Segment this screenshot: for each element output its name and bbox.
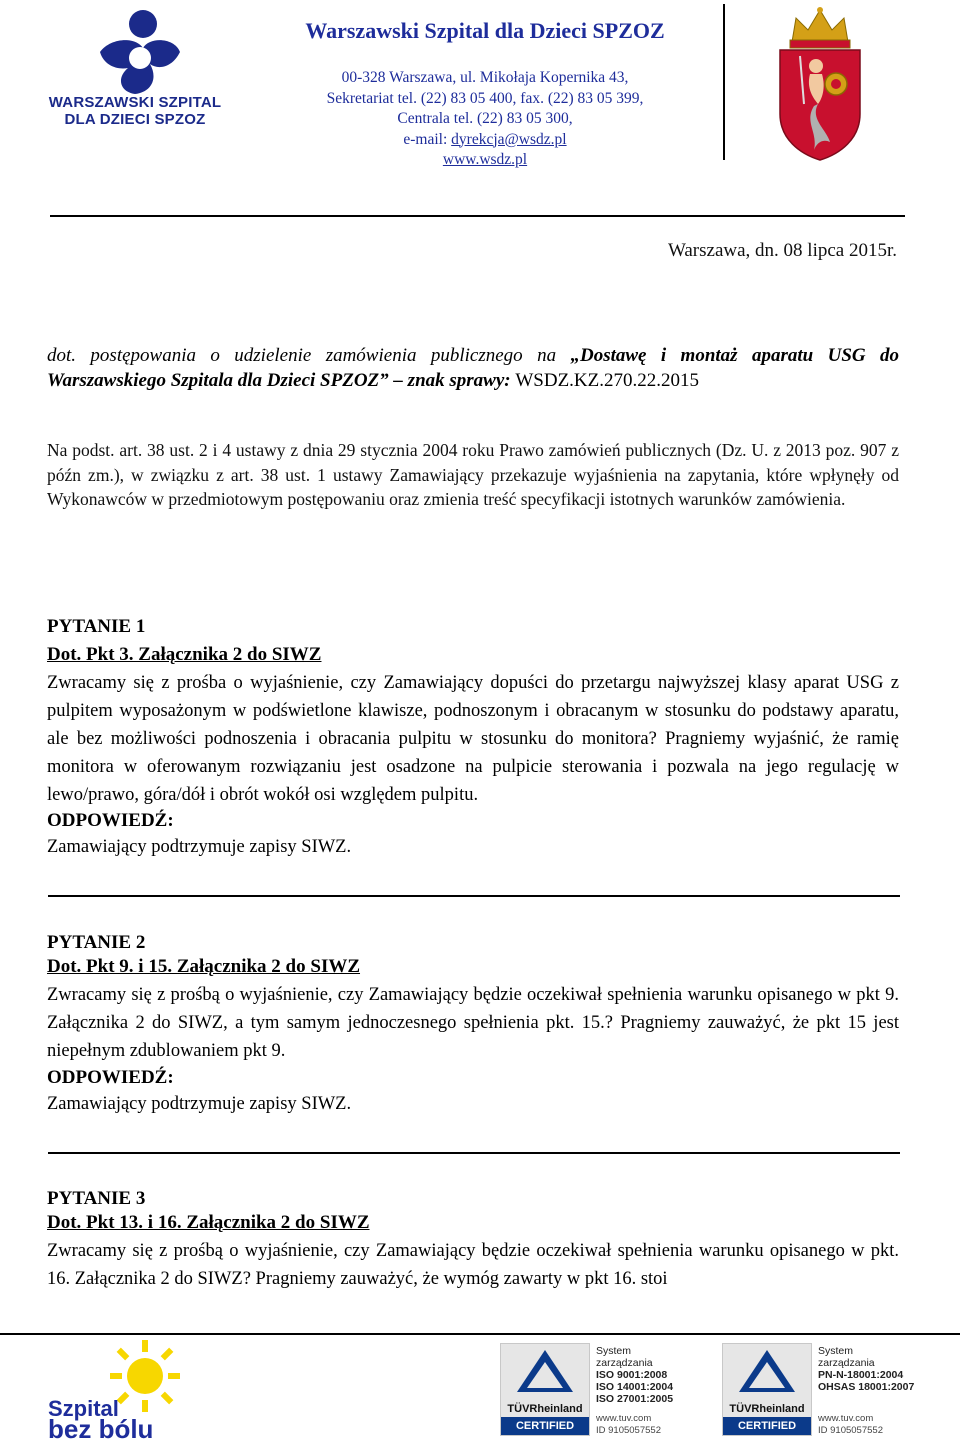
subject-case-label: – znak sprawy: — [388, 370, 516, 391]
szpital-bez-bolu-logo — [40, 1340, 210, 1444]
bez-bolu-line1: Szpital — [48, 1396, 119, 1421]
cert1-system: System — [596, 1345, 632, 1357]
subject-case-number: WSDZ.KZ.270.22.2015 — [515, 370, 700, 391]
tuv-certified-2: CERTIFIED — [723, 1417, 811, 1435]
question3-title: PYTANIE 3 — [47, 1188, 146, 1209]
hospital-logo — [40, 8, 230, 133]
tuv-certified-1: CERTIFIED — [501, 1417, 589, 1435]
cert1-id: ID 9105057552 — [596, 1425, 661, 1436]
website-link[interactable]: www.wsdz.pl — [442, 151, 528, 168]
logo-text-line1: WARSZAWSKI SZPITAL — [48, 94, 222, 111]
question2-title: PYTANIE 2 — [47, 932, 146, 953]
cert2-text — [818, 1345, 928, 1437]
tuv-badge-2 — [722, 1343, 812, 1436]
tuv-brand-2: TÜVRheinland — [729, 1403, 805, 1415]
tuv-badge-1 — [500, 1343, 590, 1436]
cert2-system: System — [818, 1345, 854, 1357]
question2-body: Zwracamy się z prośbą o wyjaśnienie, czy Zamawiający będzie oczekiwał spełnienia warunku opisanego w pkt 9. Załącznika 2 do SIWZ, a tym samym jednoczesnego spełnienia pkt. 15.? Pragniemy zauważyć, że pkt 15 jest niepełnym zdublowaniem pkt 9. — [47, 985, 899, 1061]
question1-title: PYTANIE 1 — [47, 616, 146, 637]
tuv-certificate-2 — [722, 1343, 917, 1436]
subject-line2 — [47, 368, 899, 393]
question2-ref: Dot. Pkt 9. i 15. Załącznika 2 do SIWZ — [47, 956, 361, 977]
cert2-standard2: OHSAS 18001:2007 — [818, 1381, 915, 1393]
address-line1: 00-328 Warszawa, ul. Mikołaja Kopernika 43, — [341, 69, 629, 86]
question1-answer-label: ODPOWIEDŹ: — [47, 810, 174, 831]
warsaw-crest-icon — [770, 4, 870, 164]
question1-body: Zwracamy się z prośba o wyjaśnienie, czy Zamawiający dopuści do przetargu najwyższej klasy aparat USG z pulpitem wyposażonym w podświetlone klawisze, podnoszonym i obracanym w stosunku do podstawy aparatu, ale bez możliwości podnoszenia i obracania pulpitu w stosunku do monitora? Pragniemy wyjaśnić, że ramię monitora w oferowanym rozwiązaniu jest osadzone na pulpicie sterowania i pozwala na jego regulację w lewo/prawo, góra/dół i obrót wokół osi względem pulpitu. — [47, 673, 899, 805]
question1-ref: Dot. Pkt 3. Załącznika 2 do SIWZ — [47, 644, 322, 665]
tuv-triangle-icon — [501, 1344, 589, 1396]
document-date: Warszawa, dn. 08 lipca 2015r. — [667, 240, 897, 261]
subject-title-line1: „Dostawę i montaż aparatu USG do — [570, 345, 900, 366]
hospital-name: Warszawski Szpital dla Dzieci SPZOZ — [305, 18, 665, 43]
tuv-triangle-icon — [723, 1344, 811, 1396]
subject-line1 — [47, 343, 899, 368]
subject-title-line2: Warszawskiego Szpitala dla Dzieci SPZOZ” — [47, 370, 389, 391]
cert1-standard1: ISO 9001:2008 — [596, 1369, 668, 1381]
hospital-address — [250, 68, 720, 171]
question3-body: Zwracamy się z prośbą o wyjaśnienie, czy Zamawiający będzie oczekiwał spełnienia warunku opisanego w pkt. 16. Załącznika 2 do SIWZ? Pragniemy zauważyć, że wymóg zawarty w pkt 16. stoi — [47, 1241, 899, 1289]
hospital-logo-icon — [40, 8, 230, 98]
cert2-id: ID 9105057552 — [818, 1425, 883, 1436]
question2-answer: Zamawiający podtrzymuje zapisy SIWZ. — [47, 1094, 352, 1114]
cert2-standard1: PN-N-18001:2004 — [818, 1369, 904, 1381]
subject-prefix: dot. postępowania o udzielenie zamówienia publicznego na — [47, 345, 571, 366]
warsaw-crest — [770, 4, 870, 164]
cert1-standard2: ISO 14001:2004 — [596, 1381, 674, 1393]
cert1-text — [596, 1345, 706, 1437]
footer-rule — [0, 1333, 960, 1335]
tuv-certificate-1 — [500, 1343, 695, 1436]
bez-bolu-line2: bez bólu — [48, 1414, 154, 1444]
question3-ref: Dot. Pkt 13. i 16. Załącznika 2 do SIWZ — [47, 1212, 370, 1233]
separator — [48, 895, 900, 897]
cert2-system2: zarządzania — [818, 1357, 875, 1369]
header-divider — [723, 4, 725, 160]
intro-paragraph: Na podst. art. 38 ust. 2 i 4 ustawy z dnia 29 stycznia 2004 roku Prawo zamówień publicznych (Dz. U. z 2013 poz. 907 z późn zm.), w związku z art. 38 ust. 1 ustawy Zamawiający przekazuje wyjaśnienia na zapytania, które wpłynęły od Wykonawców w przedmiotowym postępowaniu oraz zmienia treść specyfikacji istotnych warunków zamówienia. — [47, 440, 899, 509]
cert1-system2: zarządzania — [596, 1357, 653, 1369]
cert1-standard3: ISO 27001:2005 — [596, 1393, 674, 1405]
tuv-brand-1: TÜVRheinland — [507, 1403, 583, 1415]
email-label: e-mail: — [403, 130, 452, 148]
question2-answer-label: ODPOWIEDŹ: — [47, 1067, 174, 1088]
cert1-site: www.tuv.com — [596, 1413, 652, 1424]
address-line2: Sekretariat tel. (22) 83 05 400, fax. (22) 83 05 399, — [326, 89, 644, 107]
email-line — [250, 130, 720, 151]
logo-text-line2: DLA DZIECI SPZOZ — [64, 111, 206, 128]
question1-answer: Zamawiający podtrzymuje zapisy SIWZ. — [47, 837, 352, 857]
cert2-site: www.tuv.com — [818, 1413, 874, 1424]
separator — [48, 1152, 900, 1154]
address-line3: Centrala tel. (22) 83 05 300, — [397, 110, 573, 127]
header-rule — [50, 215, 905, 217]
email-link[interactable]: dyrekcja@wsdz.pl — [451, 130, 567, 148]
